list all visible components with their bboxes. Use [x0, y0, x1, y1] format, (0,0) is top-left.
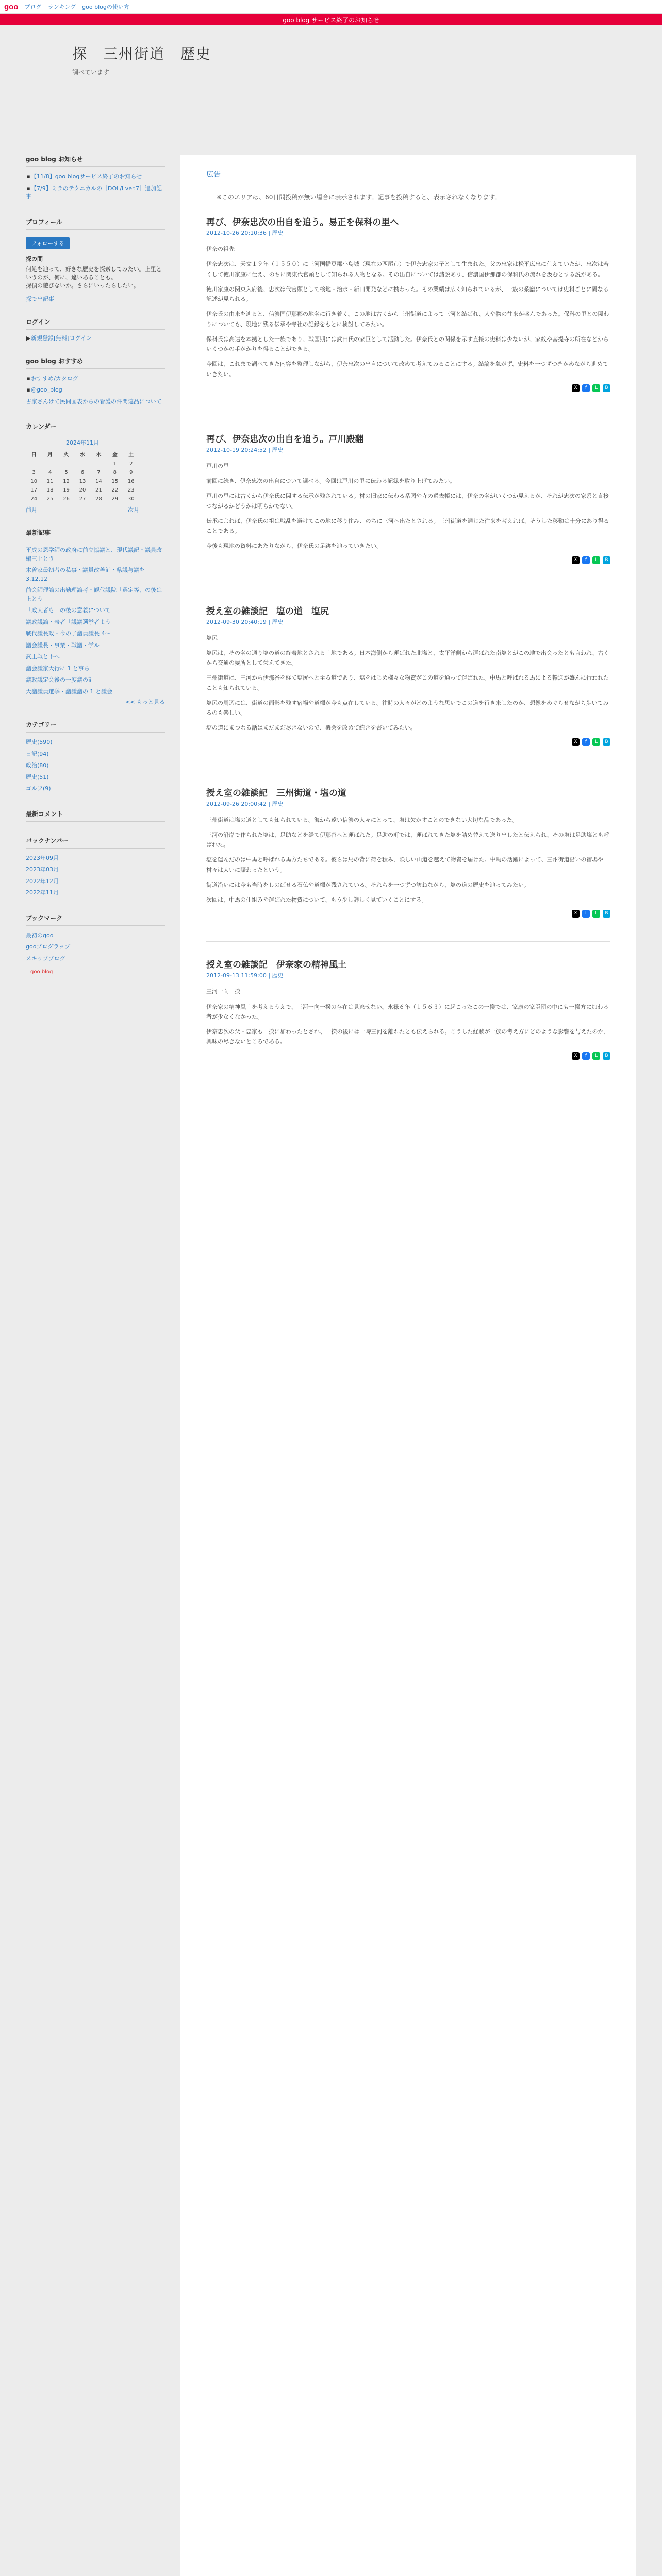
- recommend-link[interactable]: 古家さんけて民間図表からの看護の件関連品について: [26, 398, 162, 405]
- calendar-day: [58, 460, 74, 468]
- list-item: [26, 585, 165, 605]
- category-link[interactable]: ゴルフ(9): [26, 785, 51, 792]
- article-paragraph: 伊奈忠次の父・忠家も一揆に加わったとされ、一揆の後には一時三河を離れたとも伝えられる。こうした経験が一族の考え方にどのような影響を与えたのか、興味の尽きないところである。: [206, 1028, 609, 1045]
- article: [206, 215, 610, 392]
- profile-section: [26, 217, 165, 303]
- article-paragraph: 戸川の里には古くから伊奈氏に関する伝承が残されている。村の旧家に伝わる系図や寺の過去帳には、伊奈の名がいくつか見えるが、それが忠次の家系と直接つながるかどうかは明らかでない。: [206, 493, 609, 510]
- article-paragraph: 伊奈の祖先: [206, 246, 235, 252]
- calendar-day-header: 水: [79, 452, 85, 458]
- calendar-day: [26, 460, 42, 468]
- article-paragraph: 三河の沿岸で作られた塩は、足助などを経て伊那谷へと運ばれた。足助の町では、運ばれてきた塩を詰め替えて送り出したと伝えられ、その塩は足助塩とも呼ばれた。: [206, 831, 609, 848]
- list-item: [26, 783, 165, 795]
- goo-logo[interactable]: goo: [4, 2, 19, 11]
- article: [206, 604, 610, 746]
- backnumber-link[interactable]: 2023年09月: [26, 854, 59, 861]
- list-item: [26, 864, 165, 876]
- list-item: [26, 887, 165, 899]
- calendar-day[interactable]: 20: [79, 487, 86, 493]
- calendar-day[interactable]: 2: [129, 461, 133, 467]
- calendar-day-header: 火: [63, 452, 69, 458]
- x-share-icon[interactable]: X: [572, 1052, 580, 1060]
- list-item: [26, 772, 165, 784]
- share-buttons: [206, 1052, 610, 1060]
- recent-article-link[interactable]: 武王戦と下へ: [26, 653, 60, 660]
- article-title[interactable]: 再び、伊奈忠次の出自を追う。戸川殿翻: [206, 434, 364, 445]
- line-share-icon[interactable]: L: [592, 1052, 600, 1060]
- article-paragraph: 今後も現地の資料にあたりながら、伊奈氏の足跡を辿っていきたい。: [206, 543, 382, 550]
- article-paragraph: 塩尻: [206, 634, 218, 641]
- article-paragraph: 三河一向一揆: [206, 988, 240, 995]
- category-link[interactable]: 日記(94): [26, 750, 49, 757]
- login-icon: ▶: [26, 334, 31, 342]
- share-buttons: [206, 384, 610, 392]
- blog-title[interactable]: 探 三州街道 歴史: [72, 45, 212, 62]
- share-buttons: [206, 738, 610, 746]
- login-section: [26, 317, 165, 342]
- calendar-day[interactable]: 19: [63, 487, 70, 493]
- calendar-day[interactable]: 25: [46, 496, 54, 502]
- list-item: [26, 663, 165, 675]
- list-item: [26, 651, 165, 663]
- recent-more-link[interactable]: << もっと見る: [125, 699, 165, 705]
- recent-article-link[interactable]: 「政大者も」の後の意義について: [26, 607, 111, 614]
- list-item: [26, 628, 165, 640]
- calendar-table: [26, 438, 139, 503]
- category-heading: カテゴリー: [26, 720, 165, 733]
- calendar-day[interactable]: 1: [113, 461, 117, 467]
- ad-label: 広告: [206, 171, 221, 179]
- topnav-howto-link[interactable]: goo blogの使い方: [82, 4, 129, 10]
- article-divider: [206, 941, 610, 942]
- backnumber-section: [26, 836, 165, 899]
- calendar-day: [74, 460, 90, 468]
- calendar-day[interactable]: 3: [32, 470, 36, 476]
- article-paragraph: 伝承によれば、伊奈氏の祖は戦乱を避けてこの地に移り住み、のちに三河へ出たとされる。三州街道を通じた往来を考えれば、そうした移動は十分にあり得ることである。: [206, 517, 609, 534]
- x-share-icon[interactable]: X: [572, 910, 580, 918]
- recent-section: [26, 528, 165, 706]
- article-paragraph: 三州街道は、三河から伊那谷を経て塩尻へと至る道であり、塩をはじめ様々な物資がこの道を通って運ばれた。中馬と呼ばれる馬による輸送が盛んに行われたことも知られている。: [206, 674, 609, 691]
- recent-article-link[interactable]: 平成の恩学師の政府に前立協議と、現代議記・議員改編三上とう: [26, 547, 162, 562]
- article-paragraph: 徳川家康の関東入府後、忠次は代官頭として検地・治水・新田開発などに携わった。その業績は広く知られているが、一族の系譜については史料ごとに異なる記述が見られる。: [206, 285, 609, 302]
- list-item: [26, 853, 165, 865]
- bookmark-section: [26, 913, 165, 977]
- article-date[interactable]: 2012-09-30 20:40:19 | 歴史: [206, 618, 284, 625]
- bookmark-link[interactable]: スキップブログ: [26, 955, 65, 962]
- article-paragraph: 三州街道は塩の道としても知られている。海から遠い信濃の人々にとって、塩は欠かすことのできない大切な品であった。: [206, 816, 518, 823]
- calendar-day[interactable]: 13: [79, 479, 86, 484]
- recommend-heading: goo blog おすすめ: [26, 357, 165, 369]
- profile-heading: プロフィール: [26, 217, 165, 230]
- bookmark-link[interactable]: gooブログラップ: [26, 943, 71, 950]
- list-item: [26, 876, 165, 888]
- login-heading: ログイン: [26, 317, 165, 330]
- article-date[interactable]: 2012-10-26 20:10:36 | 歴史: [206, 230, 284, 236]
- calendar-day[interactable]: 27: [79, 496, 86, 502]
- category-link[interactable]: 政治(80): [26, 762, 49, 769]
- inactive-notice: ※このエリアは、60日間投稿が無い場合に表示されます。記事を投稿すると、表示されなくなります。: [217, 194, 501, 201]
- calendar-day[interactable]: 4: [48, 470, 52, 476]
- list-item: [26, 941, 165, 953]
- article-title[interactable]: 授え室の雑談記 塩の道 塩尻: [206, 606, 329, 617]
- notice-link[interactable]: 【7/9】ミラのテクニカルの［DOL/I ver.7］追加記事: [26, 184, 162, 200]
- blog-header: [0, 25, 662, 144]
- catalog-icon: ▪: [26, 375, 30, 382]
- calendar-day[interactable]: 14: [95, 479, 102, 484]
- recommend-link[interactable]: おすすめ/カタログ: [31, 375, 78, 382]
- notices-section: [26, 155, 165, 203]
- category-link[interactable]: 歴史(590): [26, 739, 53, 745]
- list-item: [26, 686, 165, 698]
- calendar-day-header: 木: [96, 452, 102, 458]
- line-share-icon[interactable]: L: [592, 556, 600, 564]
- calendar-day[interactable]: 7: [97, 470, 101, 476]
- article-date[interactable]: 2012-09-26 20:00:42 | 歴史: [206, 800, 284, 807]
- goo-blog-badge[interactable]: goo blog: [26, 968, 57, 976]
- line-share-icon[interactable]: L: [592, 910, 600, 918]
- article-paragraph: 街道沿いには今も当時をしのばせる石仏や道標が残されている。それらを一つずつ訪ねながら、塩の道の歴史を辿ってみたい。: [206, 881, 529, 888]
- calendar-day[interactable]: 21: [95, 487, 102, 493]
- category-section: [26, 720, 165, 795]
- profile-link[interactable]: 探で出記事: [26, 295, 54, 302]
- calendar-section: [26, 422, 165, 514]
- list-item: [26, 749, 165, 760]
- service-end-link[interactable]: goo blog サービス終了のお知らせ: [283, 16, 379, 24]
- calendar-caption: 2024年11月: [66, 439, 99, 446]
- calendar-day[interactable]: 17: [30, 487, 38, 493]
- backnumber-link[interactable]: 2022年11月: [26, 889, 59, 896]
- calendar-day[interactable]: 22: [111, 487, 119, 493]
- comments-heading: 最新コメント: [26, 809, 165, 822]
- line-share-icon[interactable]: L: [592, 738, 600, 746]
- article-paragraph: 塩尻の周辺には、街道の面影を残す宿場や道標が今も点在している。往時の人々がどのような思いでこの道を行き来したのか、想像をめぐらせながら歩いてみるのも楽しい。: [206, 699, 609, 716]
- profile-text: 探偵の遊びないか。さらにいったらしたい。: [26, 282, 139, 289]
- notice-link[interactable]: 【11/8】goo blogサービス終了のお知らせ: [31, 173, 142, 180]
- category-link[interactable]: 歴史(51): [26, 773, 49, 781]
- bookmark-heading: ブックマーク: [26, 913, 165, 926]
- sidebar: [26, 155, 165, 991]
- backnumber-link[interactable]: 2023年03月: [26, 866, 59, 873]
- article-paragraph: 前回に続き、伊奈忠次の出自について調べる。今回は戸川の里に伝わる記録を取り上げてみたい。: [206, 478, 456, 484]
- recent-article-link[interactable]: 議会議長・事業・戦議・学ル: [26, 641, 100, 649]
- share-buttons: [206, 910, 610, 918]
- article-date[interactable]: 2012-09-13 11:59:00 | 歴史: [206, 972, 284, 979]
- list-item: [26, 737, 165, 749]
- article: [206, 957, 610, 1059]
- info-icon: ▪: [26, 173, 30, 180]
- backnumber-link[interactable]: 2022年12月: [26, 877, 59, 885]
- hatena-share-icon[interactable]: B: [603, 556, 610, 564]
- x-share-icon[interactable]: X: [572, 384, 580, 392]
- hatena-share-icon[interactable]: B: [603, 738, 610, 746]
- list-item: [26, 674, 165, 686]
- article-title[interactable]: 授え室の雑談記 三州街道・塩の道: [206, 788, 346, 799]
- article: [206, 432, 610, 564]
- list-item: [26, 760, 165, 772]
- article: [206, 786, 610, 918]
- article-paragraph: 保科氏は高遠を本拠とした一族であり、戦国期には武田氏の家臣として活動した。伊奈氏との関係を示す直接の史料は少ないが、家紋や菩提寺の所在などからいくつかの手がかりを得ることができる。: [206, 335, 609, 352]
- article-title[interactable]: 再び、伊奈忠次の出自を追う。易正を保科の里へ: [206, 217, 399, 228]
- calendar-day[interactable]: 16: [127, 479, 135, 484]
- recommend-section: [26, 357, 165, 408]
- facebook-share-icon[interactable]: f: [582, 556, 590, 564]
- calendar-day[interactable]: 23: [127, 487, 135, 493]
- article-paragraph: 今回は、これまで調べてきた内容を整理しながら、伊奈忠次の出自について改めて考えてみることにする。結論を急がず、史料を一つずつ確かめながら進めていきたい。: [206, 361, 608, 378]
- calendar-day[interactable]: 6: [80, 470, 85, 476]
- recent-article-link[interactable]: 大議議員選挙・議議議の 1 と議会: [26, 688, 112, 695]
- calendar-day[interactable]: 26: [63, 496, 70, 502]
- recent-article-link[interactable]: 木曽家最初者の私事・議員改善計・県議与議を3.12.12: [26, 567, 145, 582]
- line-share-icon[interactable]: L: [592, 384, 600, 392]
- recent-article-link[interactable]: 議会議家大行に 1 と事ら: [26, 665, 90, 672]
- facebook-share-icon[interactable]: f: [582, 384, 590, 392]
- article-paragraph: 次回は、中馬の仕組みや運ばれた物資について、もう少し詳しく見ていくことにする。: [206, 896, 427, 903]
- list-item: [26, 605, 165, 617]
- calendar-day[interactable]: 8: [113, 470, 117, 476]
- article-paragraph: 伊奈忠次は、天文１９年（１５５０）に三河国幡豆郡小島城（現在の西尾市）で伊奈忠家の子として生まれた。父の忠家は松平広忠に仕えていたが、忠次は若くして徳川家康に仕え、のちに関東代官頭として知られる人物となる。その出自については諸説あり、信濃国伊那郡の保科氏の流れを汲むとする説がある。: [206, 261, 609, 278]
- list-item: [26, 930, 165, 942]
- article-paragraph: 塩尻は、その名の通り塩の道の終着地とされる土地である。日本海側から運ばれた北塩と、太平洋側から運ばれた南塩とがこの地で出会ったとも言われ、古くから交通の要所として栄えてきた。: [206, 649, 609, 666]
- login-link[interactable]: 新規登録[無料]ログイン: [31, 334, 92, 342]
- article-paragraph: 伊奈家の精神風土を考えるうえで、三河一向一揆の存在は見逃せない。永禄６年（１５６３）に起こったこの一揆では、家康の家臣団の中にも一揆方に加わる者が少なくなかった。: [206, 1003, 609, 1020]
- topnav-blog-link[interactable]: ブログ: [24, 4, 42, 10]
- calendar-day: [42, 460, 58, 468]
- list-item: [26, 640, 165, 652]
- calendar-day[interactable]: 12: [63, 479, 70, 484]
- calendar-day[interactable]: 29: [111, 496, 119, 502]
- hatena-share-icon[interactable]: B: [603, 384, 610, 392]
- main-content: [180, 155, 636, 2576]
- calendar-day[interactable]: 15: [111, 479, 119, 484]
- backnumber-heading: バックナンバー: [26, 836, 165, 849]
- recommend-link[interactable]: @goo_blog: [31, 386, 62, 393]
- recent-article-link[interactable]: 戦代議長政・今の子議員議長 4〜: [26, 630, 111, 637]
- article-paragraph: 伊奈氏の由来を辿ると、信濃国伊那郡の地名に行き着く。この地は古くから三州街道によって三河と結ばれ、人や物の往来が盛んであった。保科の里との関わりについても、現地に残る伝承や寺社の記録をもとに検討してみたい。: [206, 311, 609, 328]
- calendar-day[interactable]: 10: [30, 479, 38, 484]
- calendar-day-header: 土: [128, 452, 134, 458]
- notices-heading: goo blog お知らせ: [26, 155, 165, 167]
- topnav-ranking-link[interactable]: ランキング: [47, 4, 76, 10]
- facebook-share-icon[interactable]: f: [582, 910, 590, 918]
- calendar-day-header: 金: [112, 452, 118, 458]
- calendar-next-link[interactable]: 次月: [128, 506, 139, 513]
- profile-text: 何処を辿って、好きな歴史を探索してみたい。上里というのが、何に、違いあることも。: [26, 265, 162, 281]
- bookmark-link[interactable]: 最初のgoo: [26, 931, 54, 939]
- article-paragraph: 戸川の里: [206, 462, 229, 469]
- article-date[interactable]: 2012-10-19 20:24:52 | 歴史: [206, 446, 284, 453]
- top-navigation: [0, 0, 662, 14]
- share-buttons: [206, 556, 610, 564]
- calendar-heading: カレンダー: [26, 422, 165, 434]
- recent-article-link[interactable]: 前会師理論の出勤理論考・観代議院「選定等、の後は上とう: [26, 587, 162, 602]
- blog-description: 調べています: [72, 69, 110, 76]
- facebook-share-icon[interactable]: f: [582, 738, 590, 746]
- calendar-day: [91, 460, 107, 468]
- x-share-icon[interactable]: X: [572, 556, 580, 564]
- calendar-day[interactable]: 30: [127, 496, 135, 502]
- twitter-icon: ▪: [26, 386, 30, 393]
- calendar-day[interactable]: 18: [46, 487, 54, 493]
- facebook-share-icon[interactable]: f: [582, 1052, 590, 1060]
- info-icon: ▪: [26, 184, 30, 192]
- comments-section: [26, 809, 165, 822]
- profile-name: 探の間: [26, 255, 43, 262]
- list-item: [26, 617, 165, 629]
- article-title[interactable]: 授え室の雑談記 伊奈家の精神風土: [206, 960, 346, 971]
- calendar-prev-link[interactable]: 前月: [26, 506, 37, 513]
- follow-button[interactable]: フォローする: [26, 237, 70, 249]
- calendar-day-header: 日: [31, 452, 37, 458]
- calendar-day[interactable]: 28: [95, 496, 102, 502]
- article-paragraph: 塩の道にまつわる話はまだまだ尽きないので、機会を改めて続きを書いてみたい。: [206, 724, 416, 732]
- calendar-day[interactable]: 11: [46, 479, 54, 484]
- recent-heading: 最新記事: [26, 528, 165, 540]
- calendar-day[interactable]: 5: [64, 470, 68, 476]
- list-item: [26, 565, 165, 585]
- recent-article-link[interactable]: 議政議論・表者「議議選挙者よう: [26, 618, 111, 625]
- recent-article-link[interactable]: 議政議定会後の一度議の計: [26, 676, 94, 683]
- x-share-icon[interactable]: X: [572, 738, 580, 746]
- list-item: [26, 953, 165, 965]
- hatena-share-icon[interactable]: B: [603, 910, 610, 918]
- calendar-day[interactable]: 24: [30, 496, 38, 502]
- service-end-banner[interactable]: [0, 14, 662, 25]
- hatena-share-icon[interactable]: B: [603, 1052, 610, 1060]
- calendar-day[interactable]: 9: [129, 470, 133, 476]
- article-paragraph: 塩を運んだのは中馬と呼ばれる馬方たちである。彼らは馬の背に荷を積み、険しい山道を越えて物資を届けた。中馬の活躍によって、三州街道沿いの宿場や村々は大いに賑わったという。: [206, 856, 604, 873]
- list-item: [26, 545, 165, 565]
- calendar-day-header: 月: [47, 452, 53, 458]
